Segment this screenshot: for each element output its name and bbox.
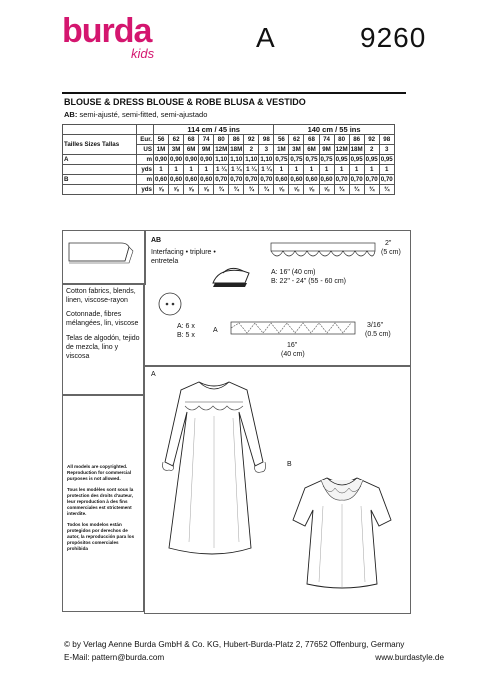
yardage-cell: ⅝ [154, 185, 169, 195]
yardage-cell: 0,60 [305, 176, 318, 183]
band-label: A [213, 327, 218, 334]
lace-length-a: A: 16" (40 cm) [271, 269, 316, 276]
footer-publisher: © by Verlag Aenne Burda GmbH & Co. KG, Hubert-Burda-Platz 2, 77652 Offenburg, Germany [64, 640, 405, 649]
copyright-panel [62, 395, 144, 612]
yardage-table [62, 124, 395, 195]
size-cell: 68 [304, 135, 319, 145]
yardage-cell: 0,70 [215, 176, 228, 183]
size-cell: 68 [184, 135, 199, 145]
yardage-cell: 0,60 [155, 176, 168, 183]
unit-cell: m [137, 175, 154, 185]
yardage-cell: 1 [379, 165, 394, 175]
yardage-cell: 1 ¼ [259, 165, 274, 175]
width-header-114: 114 cm / 45 ins [154, 125, 274, 135]
copyright-fr: Tous les modèles sont sous la protection des droits d'auteur, leur reproduction à des fins commerciales est strictement interdite. [67, 487, 134, 516]
yardage-cell: 1 [304, 165, 319, 175]
size-cell: 18M [350, 146, 363, 153]
yardage-cell: ¾ [244, 185, 259, 195]
size-cell: 92 [364, 135, 379, 145]
yardage-cell: 1 [169, 165, 184, 175]
yardage-cell: 1 [364, 165, 379, 175]
yardage-cell: ¾ [364, 185, 379, 195]
copyright-en: All models are copyrighted. Reproduction for commercial purposes is not allowed. [67, 464, 132, 481]
footer [64, 638, 444, 664]
yardage-cell: 0,70 [380, 176, 393, 183]
burda-logo: burda [62, 12, 152, 50]
size-cell: 3 [259, 145, 274, 155]
blouse-drawing [283, 466, 401, 606]
yardage-cell: 0,95 [335, 156, 348, 163]
interfacing-label: Interfacing • triplure • [151, 249, 216, 256]
width-header-140: 140 cm / 55 ins [274, 125, 394, 135]
view-cell: B [63, 175, 137, 185]
yardage-cell: ⅝ [304, 185, 319, 195]
lace-trim-icon [269, 239, 379, 265]
size-cell: 2 [244, 145, 259, 155]
us-label: US [137, 145, 154, 155]
fit-description [64, 110, 207, 119]
yardage-cell: 0,90 [200, 156, 213, 163]
size-cell: 74 [199, 135, 214, 145]
dress-drawing [155, 372, 273, 604]
size-cell: 1M [154, 145, 169, 155]
yardage-cell: 0,75 [320, 156, 333, 163]
lace-width-cm: (5 cm) [381, 249, 401, 256]
yardage-cell: 0,70 [230, 176, 243, 183]
footer-website[interactable]: www.burdastyle.de [375, 653, 444, 662]
size-cell: 92 [244, 135, 259, 145]
size-cell: 3M [169, 145, 184, 155]
yardage-cell: 1,10 [260, 156, 273, 163]
view-cell [63, 185, 137, 195]
eur-label: Eur. [137, 135, 154, 145]
size-cell: 98 [379, 135, 394, 145]
yardage-cell: ¾ [349, 185, 364, 195]
yardage-cell: 0,60 [200, 176, 213, 183]
fit-code: AB: [64, 110, 78, 119]
band-width-in: 3/16" [367, 322, 384, 329]
yardage-cell: 0,75 [275, 156, 288, 163]
size-cell: 1M [274, 145, 289, 155]
yardage-cell: 1,10 [215, 156, 228, 163]
size-cell: 3M [289, 145, 304, 155]
yardage-cell: 1,10 [245, 156, 258, 163]
yardage-cell: 1 [349, 165, 364, 175]
interfacing-label-es: entretela [151, 258, 179, 265]
yardage-cell: ¾ [214, 185, 229, 195]
size-cell: 18M [230, 146, 243, 153]
table-row [63, 165, 395, 175]
fabric-en: Cotton fabrics, blends, linen, viscose-rayon [66, 288, 136, 304]
size-cell: 86 [229, 135, 244, 145]
unit-cell: m [137, 155, 154, 165]
size-cell: 74 [319, 135, 334, 145]
size-cell: 12M [335, 146, 348, 153]
lace-length-b: B: 22" - 24" (55 - 60 cm) [271, 278, 346, 285]
yardage-cell: ¾ [334, 185, 349, 195]
size-cell: 80 [214, 135, 229, 145]
illustration-label-a: A [151, 371, 156, 378]
unit-cell: yds [137, 165, 154, 175]
yardage-cell: 1,10 [230, 156, 243, 163]
fabric-fr: Cotonnade, fibres mélangées, lin, viscose [66, 311, 139, 327]
yardage-cell: ⅝ [184, 185, 199, 195]
view-letter: A [256, 22, 275, 53]
table-row [63, 175, 395, 185]
table-row [63, 185, 395, 195]
size-cell: 6M [184, 145, 199, 155]
size-cell: 6M [304, 145, 319, 155]
yardage-cell: 0,90 [155, 156, 168, 163]
yardage-cell: 1 ¼ [214, 165, 229, 175]
yardage-cell: 1 [184, 165, 199, 175]
band-length-cm: (40 cm) [281, 351, 305, 358]
yardage-cell: 0,70 [365, 176, 378, 183]
yardage-cell: 1 ¼ [244, 165, 259, 175]
yardage-cell: 1 [274, 165, 289, 175]
copyright-es: Todos los modelos están protegidos por derechos de autor, la reproducción para los propósitos comerciales prohibida [67, 522, 135, 551]
yardage-cell: 1 [199, 165, 214, 175]
yardage-cell: 1 ¼ [229, 165, 244, 175]
yardage-cell: ¾ [259, 185, 274, 195]
yardage-cell: 1 [334, 165, 349, 175]
yardage-cell: 0,60 [290, 176, 303, 183]
iron-icon [209, 263, 255, 291]
buttons-a: A: 6 x [177, 323, 195, 330]
size-cell: 9M [319, 145, 334, 155]
fit-text: semi-ajusté, semi-fitted, semi-ajustado [79, 110, 208, 119]
fabric-list [62, 283, 144, 395]
size-cell: 62 [169, 135, 184, 145]
yardage-cell: 0,95 [350, 156, 363, 163]
size-cell: 56 [154, 135, 169, 145]
notions-ab: AB [151, 237, 162, 244]
band-trim-icon [229, 319, 359, 337]
yardage-cell: ¾ [379, 185, 394, 195]
yardage-cell: ⅝ [274, 185, 289, 195]
illustration-panel [144, 365, 411, 614]
size-cell: 56 [274, 135, 289, 145]
unit-cell: yds [137, 185, 154, 195]
fabric-es: Telas de algodón, tejido de mezcla, lino y viscosa [66, 335, 140, 360]
footer-email[interactable]: E-Mail: pattern@burda.com [64, 653, 165, 662]
yardage-cell: 1 [319, 165, 334, 175]
pattern-number: 9260 [360, 22, 427, 53]
size-cell: 62 [289, 135, 304, 145]
yardage-cell: ¾ [229, 185, 244, 195]
fabric-swatch-panel [62, 230, 146, 285]
header-rule [62, 92, 406, 94]
yardage-cell: ⅝ [169, 185, 184, 195]
size-cell: 12M [215, 146, 228, 153]
yardage-cell: 1 [289, 165, 304, 175]
yardage-cell: ⅝ [199, 185, 214, 195]
size-cell: 86 [349, 135, 364, 145]
size-cell: 80 [334, 135, 349, 145]
view-cell [63, 165, 137, 175]
size-cell: 3 [379, 145, 394, 155]
yardage-cell: 0,70 [245, 176, 258, 183]
illustration-label-b: B [287, 461, 292, 468]
yardage-cell: 0,70 [260, 176, 273, 183]
yardage-cell: 0,70 [350, 176, 363, 183]
yardage-cell: 0,75 [305, 156, 318, 163]
yardage-cell: 1 [154, 165, 169, 175]
yardage-cell: 0,60 [170, 176, 183, 183]
yardage-cell: 0,90 [170, 156, 183, 163]
yardage-cell: 0,60 [275, 176, 288, 183]
buttons-b: B: 5 x [177, 332, 195, 339]
size-cell: 9M [199, 145, 214, 155]
yardage-cell: 0,75 [290, 156, 303, 163]
notions-panel [144, 230, 411, 367]
yardage-cell: 0,95 [365, 156, 378, 163]
lace-width-in: 2" [385, 240, 392, 247]
page-title: BLOUSE & DRESS BLOUSE & ROBE BLUSA & VESTIDO [64, 97, 306, 107]
yardage-cell: ⅝ [319, 185, 334, 195]
band-length-in: 16" [287, 342, 298, 349]
yardage-cell: 0,90 [185, 156, 198, 163]
view-cell: A [63, 155, 137, 165]
size-cell: 98 [259, 135, 274, 145]
band-width-cm: (0.5 cm) [365, 331, 391, 338]
table-row [63, 155, 395, 165]
button-icon [157, 291, 183, 317]
yardage-cell: 0,60 [320, 176, 333, 183]
size-cell: 2 [364, 145, 379, 155]
yardage-cell: 0,60 [185, 176, 198, 183]
yardage-cell: 0,70 [335, 176, 348, 183]
yardage-cell: ⅝ [289, 185, 304, 195]
yardage-body [63, 155, 395, 195]
size-label: Tailles Sizes Tallas [63, 135, 137, 155]
fabric-fold-icon [63, 231, 145, 284]
kids-logo: kids [131, 46, 155, 61]
yardage-cell: 0,95 [380, 156, 393, 163]
